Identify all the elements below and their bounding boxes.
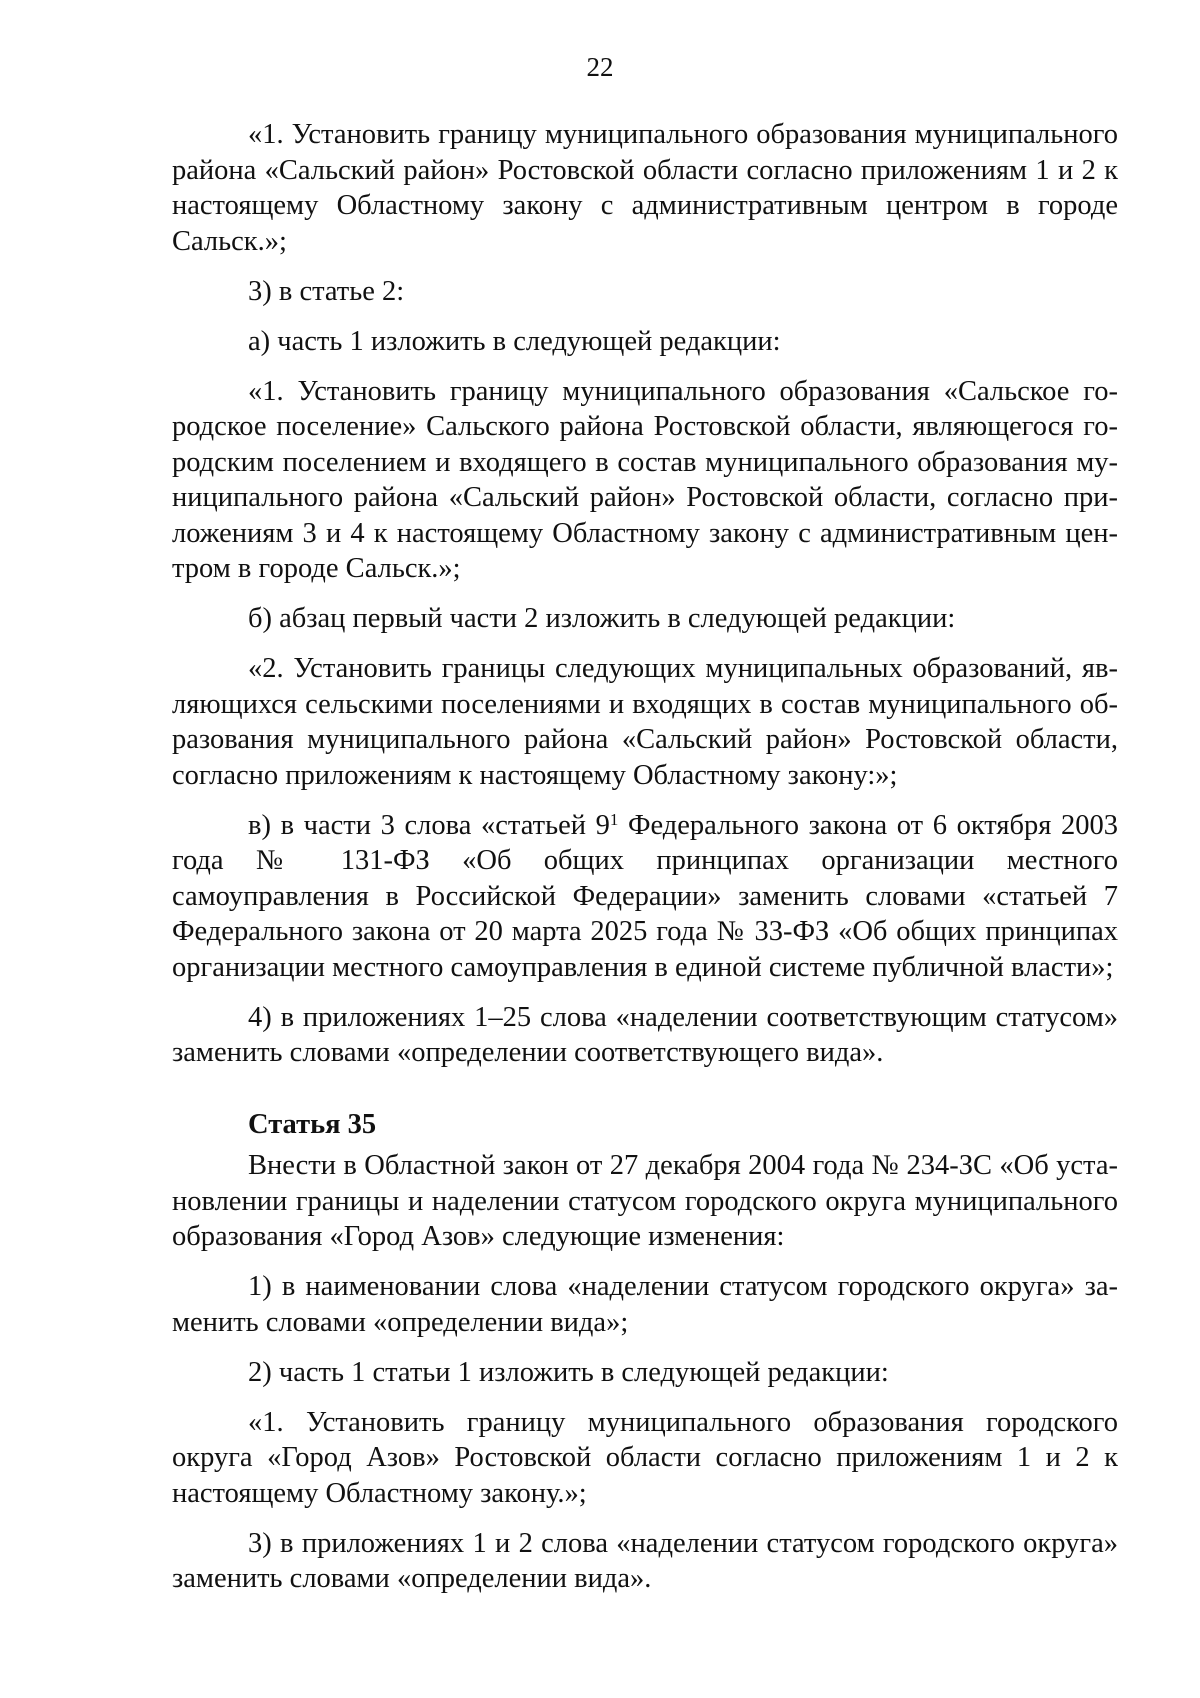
paragraph-with-superscript xyxy=(172,808,1118,986)
paragraph: 3) в статье 2: xyxy=(248,275,405,307)
paragraph: 1) в наименовании слова «наделении статусом городского округа» заменить словами «определении вида»; xyxy=(172,1271,1118,1338)
paragraph-text: Федерального закона от 6 октября 2003 года № 131-ФЗ «Об общих принципах организации местного самоуправления в Российской Федерации» заменить словами «статьей 7 Федерального закона от 20 марта 2025 года № 33-ФЗ «Об общих принципах организации местного самоуправления в единой системе публичной власти»; xyxy=(172,809,1118,983)
article-heading: Статья 35 xyxy=(248,1108,377,1140)
paragraph-text: в) в части 3 слова «статьей 9 xyxy=(248,809,610,841)
paragraph: б) абзац первый части 2 изложить в следующей редакции: xyxy=(248,603,956,634)
page-number: 22 xyxy=(586,52,614,82)
paragraph: 3) в приложениях 1 и 2 слова «наделении статусом городского округа» заменить словами «определении вида». xyxy=(172,1527,1118,1594)
paragraph: Внести в Областной закон от 27 декабря 2004 года № 234-ЗС «Об установлении границы и наделении статусом городского округа муниципального образования «Город Азов» следующие изменения: xyxy=(172,1150,1118,1252)
paragraph: 4) в приложениях 1–25 слова «наделении соответствующим статусом» заменить словами «определении соответствующего вида». xyxy=(172,1001,1118,1068)
paragraph: «2. Установить границы следующих муниципальных образований, являющихся сельскими поселениями и входящих в состав муниципального образования муниципального района «Сальский район» Ростовской области, согласно приложениям к настоящему Областному закону:»; xyxy=(172,653,1118,791)
paragraph: «1. Установить границу муниципального образования муниципального района «Сальский район» Ростовской области согласно приложениям 1 и 2 к настоящему Областному закону с административным центром в городе Сальск.»; xyxy=(172,119,1118,257)
superscript: 1 xyxy=(609,809,619,829)
paragraph: «1. Установить границу муниципального образования городского округа «Город Азов» Ростовской области согласно приложениям 1 и 2 к настоящему Областному закону.»; xyxy=(172,1406,1118,1509)
paragraph: «1. Установить границу муниципального образования «Сальское городское поселение» Сальского района Ростовской области, являющегося городским поселением и входящего в состав муниципального образования муниципального района «Сальский район» Ростовской области, согласно приложениям 3 и 4 к настоящему Областному закону с административным центром в городе Сальск.»; xyxy=(172,375,1118,584)
paragraph: 2) часть 1 статьи 1 изложить в следующей редакции: xyxy=(248,1356,889,1388)
document-body xyxy=(172,117,1118,1611)
paragraph: а) часть 1 изложить в следующей редакции: xyxy=(248,325,781,357)
